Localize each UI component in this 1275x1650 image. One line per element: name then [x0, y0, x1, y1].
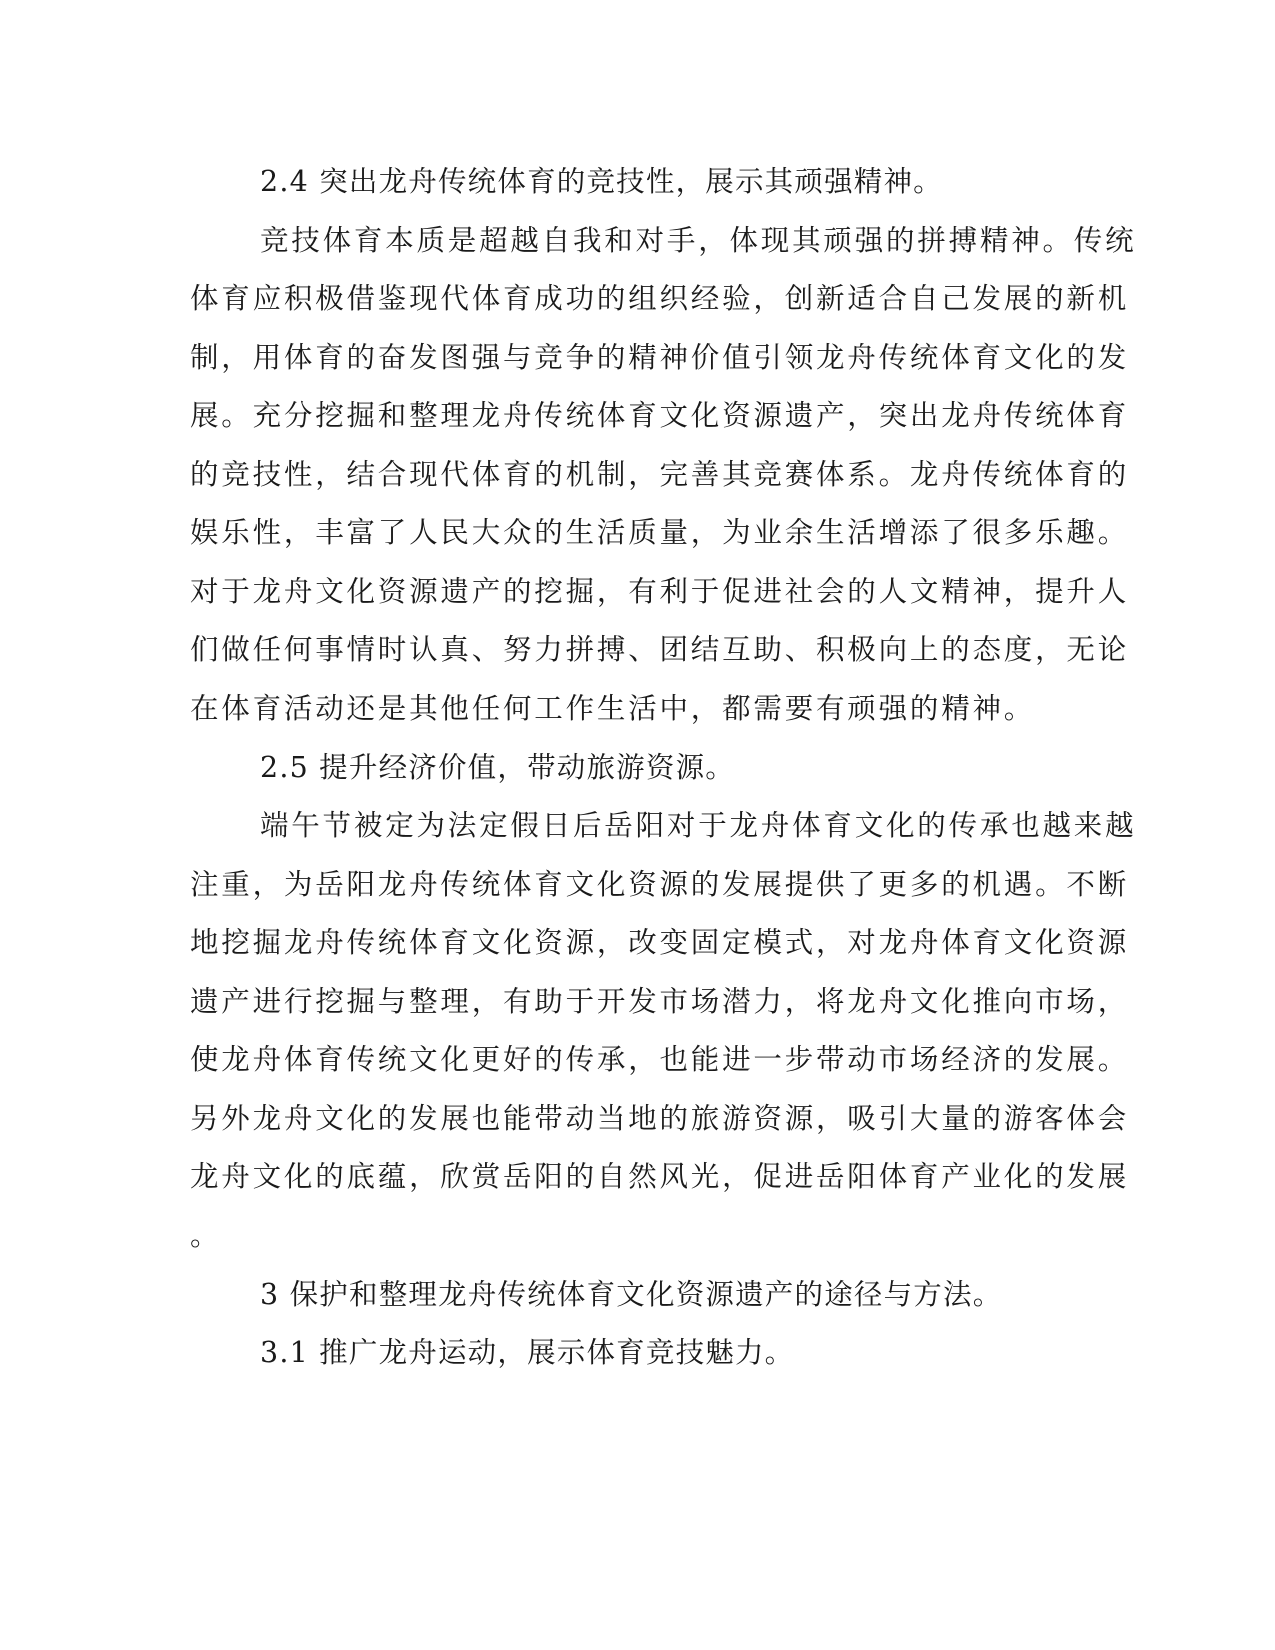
- paragraph-line: 。: [190, 1219, 222, 1252]
- paragraph-line: 体育应积极借鉴现代体育成功的组织经验，创新适合自己发展的新机: [190, 282, 1130, 315]
- paragraph-line: 展。充分挖掘和整理龙舟传统体育文化资源遗产，突出龙舟传统体育: [190, 399, 1130, 432]
- paragraph-line: 遗产进行挖掘与整理，有助于开发市场潜力，将龙舟文化推向市场，: [190, 985, 1130, 1018]
- paragraph-line: 地挖掘龙舟传统体育文化资源，改变固定模式，对龙舟体育文化资源: [190, 926, 1130, 959]
- paragraph-line: 们做任何事情时认真、努力拼搏、团结互助、积极向上的态度，无论: [190, 633, 1130, 666]
- paragraph-line: 使龙舟体育传统文化更好的传承，也能进一步带动市场经济的发展。: [190, 1043, 1130, 1076]
- paragraph-line: 在体育活动还是其他任何工作生活中，都需要有顽强的精神。: [190, 692, 1036, 725]
- section-heading-3: 3 保护和整理龙舟传统体育文化资源遗产的途径与方法。: [260, 1278, 1003, 1311]
- paragraph-line: 竞技体育本质是超越自我和对手，体现其顽强的拼搏精神。传统: [260, 224, 1137, 257]
- section-heading-2-5: 2.5 提升经济价值，带动旅游资源。: [260, 751, 735, 784]
- paragraph-line: 另外龙舟文化的发展也能带动当地的旅游资源，吸引大量的游客体会: [190, 1102, 1130, 1135]
- paragraph-line: 制，用体育的奋发图强与竞争的精神价值引领龙舟传统体育文化的发: [190, 341, 1130, 374]
- paragraph-line: 注重，为岳阳龙舟传统体育文化资源的发展提供了更多的机遇。不断: [190, 868, 1130, 901]
- paragraph-line: 的竞技性，结合现代体育的机制，完善其竞赛体系。龙舟传统体育的: [190, 458, 1130, 491]
- paragraph-line: 龙舟文化的底蕴，欣赏岳阳的自然风光，促进岳阳体育产业化的发展: [190, 1160, 1130, 1193]
- paragraph-line: 娱乐性，丰富了人民大众的生活质量，为业余生活增添了很多乐趣。: [190, 516, 1130, 549]
- paragraph-line: 对于龙舟文化资源遗产的挖掘，有利于促进社会的人文精神，提升人: [190, 575, 1130, 608]
- section-heading-2-4: 2.4 突出龙舟传统体育的竞技性，展示其顽强精神。: [260, 165, 943, 198]
- paragraph-line: 端午节被定为法定假日后岳阳对于龙舟体育文化的传承也越来越: [260, 809, 1137, 842]
- section-heading-3-1: 3.1 推广龙舟运动，展示体育竞技魅力。: [260, 1336, 795, 1369]
